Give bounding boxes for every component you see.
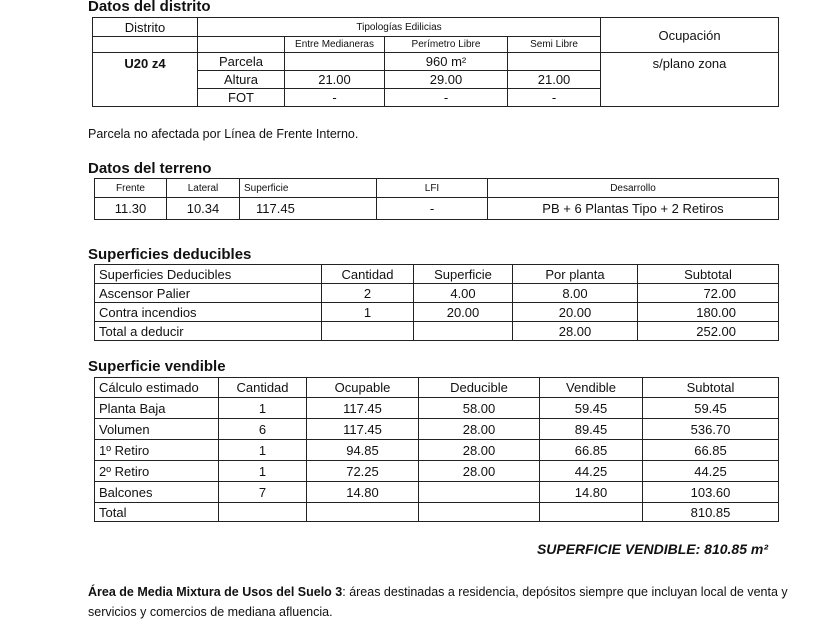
- cell: 20.00: [414, 303, 513, 322]
- cell: 28.00: [513, 322, 638, 341]
- area-note-text: : áreas destinadas a residencia, depósitos siempre que incluyan local de venta y servicios y comercios de mediana afluencia.: [88, 585, 788, 619]
- cell: 117.45: [307, 419, 419, 440]
- cell: 180.00: [638, 303, 779, 322]
- cell: [219, 503, 307, 522]
- cell: 44.25: [643, 461, 779, 482]
- cell: [419, 503, 540, 522]
- cell: 66.85: [643, 440, 779, 461]
- deducibles-header: Cantidad: [322, 265, 414, 284]
- perimetro-libre-header: Perímetro Libre: [385, 37, 508, 53]
- deducibles-header: Por planta: [513, 265, 638, 284]
- cell: [419, 482, 540, 503]
- vendible-header: Vendible: [540, 378, 643, 398]
- cell: 44.25: [540, 461, 643, 482]
- area-note: [88, 582, 788, 622]
- ocupacion-header: Ocupación: [601, 18, 779, 53]
- cell: [540, 503, 643, 522]
- cell: [285, 53, 385, 71]
- cell: 14.80: [307, 482, 419, 503]
- cell: 28.00: [419, 440, 540, 461]
- area-note-title: Área de Media Mixtura de Usos del Suelo 3: [88, 585, 343, 599]
- cell: 1: [219, 398, 307, 419]
- cell: 59.45: [540, 398, 643, 419]
- deducibles-table: [94, 264, 779, 341]
- desarrollo-value: PB + 6 Plantas Tipo + 2 Retiros: [488, 198, 779, 220]
- cell: 28.00: [419, 419, 540, 440]
- cell: 252.00: [638, 322, 779, 341]
- terreno-table: [94, 178, 779, 220]
- vendible-header: Subtotal: [643, 378, 779, 398]
- cell: 6: [219, 419, 307, 440]
- cell: 28.00: [419, 461, 540, 482]
- cell: 103.60: [643, 482, 779, 503]
- distrito-code: U20 z4: [93, 53, 198, 107]
- distrito-table: [92, 17, 779, 107]
- vendible-table: [94, 377, 779, 522]
- cell: 117.45: [307, 398, 419, 419]
- blank-cell: [198, 37, 285, 53]
- cell: 1: [219, 440, 307, 461]
- cell: 59.45: [643, 398, 779, 419]
- blank-cell: [93, 37, 198, 53]
- distrito-header: Distrito: [93, 18, 198, 37]
- vendible-header: Cálculo estimado: [95, 378, 219, 398]
- lateral-value: 10.34: [167, 198, 240, 220]
- cell: -: [385, 89, 508, 107]
- cell: [414, 322, 513, 341]
- cell: 72.25: [307, 461, 419, 482]
- cell: 21.00: [508, 71, 601, 89]
- cell: 66.85: [540, 440, 643, 461]
- table-row-label: 2º Retiro: [95, 461, 219, 482]
- deducibles-header: Subtotal: [638, 265, 779, 284]
- terreno-header: Frente: [95, 179, 167, 198]
- row-label: FOT: [198, 89, 285, 107]
- cell: -: [285, 89, 385, 107]
- table-row-label: Volumen: [95, 419, 219, 440]
- distrito-title: Datos del distrito: [88, 0, 211, 15]
- row-label: Altura: [198, 71, 285, 89]
- cell: 21.00: [285, 71, 385, 89]
- parcela-note: Parcela no afectada por Línea de Frente Interno.: [88, 127, 359, 141]
- vendible-header: Cantidad: [219, 378, 307, 398]
- superficie-vendible-summary: SUPERFICIE VENDIBLE: 810.85 m²: [536, 541, 768, 557]
- terreno-title: Datos del terreno: [88, 160, 212, 177]
- parcela-perimetro: 960 m²: [385, 53, 508, 71]
- table-row-label: Balcones: [95, 482, 219, 503]
- cell: -: [508, 89, 601, 107]
- cell: 89.45: [540, 419, 643, 440]
- cell: 94.85: [307, 440, 419, 461]
- ocupacion-value: s/plano zona: [601, 53, 779, 107]
- cell: 20.00: [513, 303, 638, 322]
- cell: 8.00: [513, 284, 638, 303]
- cell: [307, 503, 419, 522]
- terreno-header: Superficie: [240, 179, 377, 198]
- table-row-label: Planta Baja: [95, 398, 219, 419]
- frente-value: 11.30: [95, 198, 167, 220]
- table-row-label: Total a deducir: [95, 322, 322, 341]
- cell: 1: [322, 303, 414, 322]
- terreno-header: LFI: [377, 179, 488, 198]
- cell: 536.70: [643, 419, 779, 440]
- lfi-value: -: [377, 198, 488, 220]
- table-row-label: Total: [95, 503, 219, 522]
- table-row-label: Contra incendios: [95, 303, 322, 322]
- superficie-value: 117.45: [240, 198, 377, 220]
- cell: [508, 53, 601, 71]
- cell: 14.80: [540, 482, 643, 503]
- row-label: Parcela: [198, 53, 285, 71]
- cell: [322, 322, 414, 341]
- cell: 58.00: [419, 398, 540, 419]
- vendible-header: Deducible: [419, 378, 540, 398]
- semi-libre-header: Semi Libre: [508, 37, 601, 53]
- deducibles-title: Superficies deducibles: [88, 246, 252, 263]
- deducibles-header: Superficies Deducibles: [95, 265, 322, 284]
- cell: 72.00: [638, 284, 779, 303]
- table-row-label: Ascensor Palier: [95, 284, 322, 303]
- entre-medianeras-header: Entre Medianeras: [285, 37, 385, 53]
- cell: 2: [322, 284, 414, 303]
- cell: 1: [219, 461, 307, 482]
- vendible-title: Superficie vendible: [88, 358, 226, 375]
- table-row-label: 1º Retiro: [95, 440, 219, 461]
- cell: 810.85: [643, 503, 779, 522]
- terreno-header: Lateral: [167, 179, 240, 198]
- deducibles-header: Superficie: [414, 265, 513, 284]
- terreno-header: Desarrollo: [488, 179, 779, 198]
- cell: 7: [219, 482, 307, 503]
- cell: 29.00: [385, 71, 508, 89]
- cell: 4.00: [414, 284, 513, 303]
- tipologias-header: Tipologías Edilicias: [198, 18, 601, 37]
- vendible-header: Ocupable: [307, 378, 419, 398]
